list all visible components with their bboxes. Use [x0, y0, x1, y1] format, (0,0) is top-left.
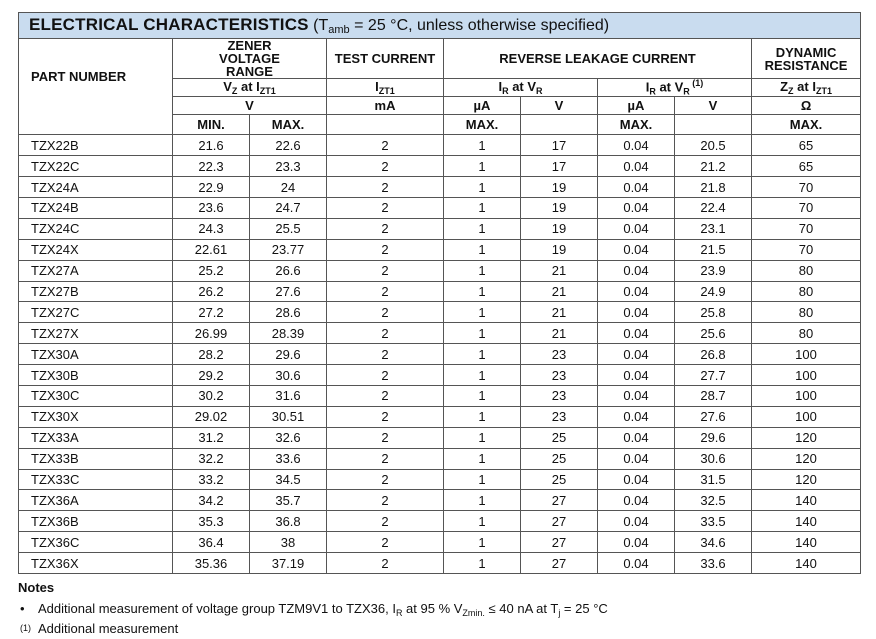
- cell-vz-max: 28.39: [250, 323, 327, 344]
- cell-ir2-max: 0.04: [598, 553, 675, 574]
- cell-ir2-max: 0.04: [598, 198, 675, 219]
- cell-vr1: 25: [521, 427, 598, 448]
- cell-ir2-max: 0.04: [598, 469, 675, 490]
- cell-ir2-max: 0.04: [598, 532, 675, 553]
- cell-izt1: 2: [327, 260, 444, 281]
- cell-zz-max: 80: [752, 260, 861, 281]
- cell-part-number: TZX24B: [19, 198, 173, 219]
- table-row: [19, 490, 861, 511]
- limit-zz-max: MAX.: [752, 115, 861, 135]
- footnote-item: [20, 621, 860, 636]
- unit-izt1: mA: [327, 97, 444, 115]
- cell-vr1: 21: [521, 260, 598, 281]
- cell-zz-max: 100: [752, 386, 861, 407]
- cell-ir2-max: 0.04: [598, 490, 675, 511]
- cell-vz-max: 31.6: [250, 386, 327, 407]
- table-row: [19, 135, 861, 156]
- unit-zz: Ω: [752, 97, 861, 115]
- cell-vz-min: 33.2: [173, 469, 250, 490]
- cell-part-number: TZX30B: [19, 365, 173, 386]
- header-vz-at-izt1: $V_Z$ at $I_{ZT1}$: [173, 79, 327, 97]
- cell-ir1-max: 1: [444, 281, 521, 302]
- cell-part-number: TZX24X: [19, 239, 173, 260]
- cell-vz-min: 23.6: [173, 198, 250, 219]
- cell-ir2-max: 0.04: [598, 239, 675, 260]
- cell-izt1: 2: [327, 532, 444, 553]
- cell-vr1: 19: [521, 239, 598, 260]
- cell-vz-min: 26.99: [173, 323, 250, 344]
- cell-ir1-max: 1: [444, 323, 521, 344]
- cell-vr1: 27: [521, 532, 598, 553]
- cell-ir1-max: 1: [444, 156, 521, 177]
- cell-vz-max: 28.6: [250, 302, 327, 323]
- cell-part-number: TZX22C: [19, 156, 173, 177]
- cell-ir2-max: 0.04: [598, 511, 675, 532]
- cell-vr1: 17: [521, 135, 598, 156]
- cell-vz-min: 32.2: [173, 448, 250, 469]
- cell-vz-min: 34.2: [173, 490, 250, 511]
- cell-vz-min: 26.2: [173, 281, 250, 302]
- cell-vz-min: 31.2: [173, 427, 250, 448]
- cell-vz-max: 30.51: [250, 406, 327, 427]
- table-row: [19, 553, 861, 574]
- cell-izt1: 2: [327, 218, 444, 239]
- footnote-text: Additional measurement: [38, 621, 179, 637]
- cell-ir1-max: 1: [444, 135, 521, 156]
- cell-vz-min: 36.4: [173, 532, 250, 553]
- table-row: [19, 323, 861, 344]
- table-row: [19, 406, 861, 427]
- cell-vr2: 27.7: [675, 365, 752, 386]
- cell-vz-max: 29.6: [250, 344, 327, 365]
- cell-ir1-max: 1: [444, 198, 521, 219]
- cell-ir2-max: 0.04: [598, 177, 675, 198]
- cell-vr1: 27: [521, 511, 598, 532]
- cell-vz-max: 26.6: [250, 260, 327, 281]
- cell-ir2-max: 0.04: [598, 427, 675, 448]
- footnote-mark: (1): [20, 623, 31, 634]
- cell-vz-max: 38: [250, 532, 327, 553]
- unit-ir2: µA: [598, 97, 675, 115]
- cell-vr1: 27: [521, 553, 598, 574]
- cell-part-number: TZX33C: [19, 469, 173, 490]
- cell-vz-max: 24: [250, 177, 327, 198]
- limit-part-blank: [19, 115, 173, 135]
- cell-ir1-max: 1: [444, 260, 521, 281]
- cell-ir2-max: 0.04: [598, 344, 675, 365]
- table-body: [19, 135, 861, 574]
- cell-zz-max: 100: [752, 344, 861, 365]
- header-reverse-leakage-current: REVERSE LEAKAGE CURRENT: [444, 39, 752, 79]
- cell-part-number: TZX30A: [19, 344, 173, 365]
- table-row: [19, 156, 861, 177]
- cell-izt1: 2: [327, 386, 444, 407]
- limit-izt1-blank: [327, 115, 444, 135]
- cell-part-number: TZX33A: [19, 427, 173, 448]
- cell-vr2: 25.6: [675, 323, 752, 344]
- unit-vz: V: [173, 97, 327, 115]
- cell-ir1-max: 1: [444, 218, 521, 239]
- cell-part-number: TZX27C: [19, 302, 173, 323]
- cell-ir1-max: 1: [444, 302, 521, 323]
- cell-vz-max: 36.8: [250, 511, 327, 532]
- cell-ir1-max: 1: [444, 427, 521, 448]
- cell-zz-max: 80: [752, 302, 861, 323]
- cell-ir1-max: 1: [444, 344, 521, 365]
- cell-ir1-max: 1: [444, 553, 521, 574]
- cell-izt1: 2: [327, 239, 444, 260]
- cell-vr1: 21: [521, 302, 598, 323]
- notes-section: [18, 580, 860, 636]
- cell-vz-min: 30.2: [173, 386, 250, 407]
- cell-vr2: 23.1: [675, 218, 752, 239]
- cell-vr2: 33.6: [675, 553, 752, 574]
- cell-vr2: 20.5: [675, 135, 752, 156]
- cell-ir2-max: 0.04: [598, 135, 675, 156]
- bullet-icon: •: [20, 601, 25, 617]
- cell-part-number: TZX33B: [19, 448, 173, 469]
- note-text: Additional measurement of voltage group TZM9V1 to TZX36, $I_R$ at 95 % $V_{Zmin.} \le 40$ nA at $T_j = 25$ °C: [38, 601, 608, 619]
- cell-vr2: 28.7: [675, 386, 752, 407]
- cell-part-number: TZX27X: [19, 323, 173, 344]
- table-row: [19, 469, 861, 490]
- cell-ir2-max: 0.04: [598, 386, 675, 407]
- unit-vr2: V: [675, 97, 752, 115]
- cell-ir2-max: 0.04: [598, 302, 675, 323]
- cell-zz-max: 80: [752, 281, 861, 302]
- cell-vr2: 27.6: [675, 406, 752, 427]
- cell-ir1-max: 1: [444, 365, 521, 386]
- cell-vr1: 23: [521, 386, 598, 407]
- cell-ir2-max: 0.04: [598, 323, 675, 344]
- cell-vz-max: 27.6: [250, 281, 327, 302]
- cell-vz-min: 22.9: [173, 177, 250, 198]
- cell-vz-min: 28.2: [173, 344, 250, 365]
- cell-zz-max: 100: [752, 365, 861, 386]
- cell-ir2-max: 0.04: [598, 448, 675, 469]
- cell-zz-max: 70: [752, 218, 861, 239]
- electrical-characteristics-sheet: [18, 12, 860, 639]
- cell-ir2-max: 0.04: [598, 281, 675, 302]
- cell-part-number: TZX22B: [19, 135, 173, 156]
- cell-ir1-max: 1: [444, 239, 521, 260]
- cell-vz-min: 24.3: [173, 218, 250, 239]
- limit-ir1-max: MAX.: [444, 115, 521, 135]
- cell-izt1: 2: [327, 198, 444, 219]
- cell-vz-max: 23.3: [250, 156, 327, 177]
- table-row: [19, 218, 861, 239]
- cell-izt1: 2: [327, 469, 444, 490]
- cell-zz-max: 65: [752, 135, 861, 156]
- cell-vz-min: 29.02: [173, 406, 250, 427]
- cell-vz-min: 22.61: [173, 239, 250, 260]
- cell-zz-max: 140: [752, 532, 861, 553]
- cell-zz-max: 120: [752, 427, 861, 448]
- cell-zz-max: 120: [752, 448, 861, 469]
- limit-vr2-blank: [675, 115, 752, 135]
- unit-ir1: µA: [444, 97, 521, 115]
- cell-vz-max: 37.19: [250, 553, 327, 574]
- header-izt1: $I_{ZT1}$: [327, 79, 444, 97]
- header-part-number: PART NUMBER: [19, 39, 173, 115]
- cell-izt1: 2: [327, 177, 444, 198]
- cell-vz-max: 32.6: [250, 427, 327, 448]
- cell-vz-min: 25.2: [173, 260, 250, 281]
- limit-vz-min: MIN.: [173, 115, 250, 135]
- cell-izt1: 2: [327, 553, 444, 574]
- header-zener-voltage-range: ZENER VOLTAGE RANGE: [173, 39, 327, 79]
- cell-izt1: 2: [327, 302, 444, 323]
- header-test-current: TEST CURRENT: [327, 39, 444, 79]
- cell-ir2-max: 0.04: [598, 406, 675, 427]
- cell-zz-max: 80: [752, 323, 861, 344]
- cell-vz-max: 22.6: [250, 135, 327, 156]
- cell-vr1: 27: [521, 490, 598, 511]
- table-row: [19, 427, 861, 448]
- cell-ir1-max: 1: [444, 386, 521, 407]
- cell-ir2-max: 0.04: [598, 260, 675, 281]
- cell-zz-max: 70: [752, 177, 861, 198]
- cell-part-number: TZX24C: [19, 218, 173, 239]
- cell-zz-max: 70: [752, 198, 861, 219]
- cell-izt1: 2: [327, 281, 444, 302]
- cell-vr1: 23: [521, 365, 598, 386]
- table-row: [19, 302, 861, 323]
- cell-ir2-max: 0.04: [598, 365, 675, 386]
- header-ir-at-vr: $I_R$ at $V_R$: [444, 79, 598, 97]
- cell-ir1-max: 1: [444, 177, 521, 198]
- cell-part-number: TZX24A: [19, 177, 173, 198]
- cell-ir1-max: 1: [444, 448, 521, 469]
- cell-vz-max: 23.77: [250, 239, 327, 260]
- cell-vr1: 19: [521, 177, 598, 198]
- table-row: [19, 198, 861, 219]
- cell-izt1: 2: [327, 156, 444, 177]
- cell-ir1-max: 1: [444, 511, 521, 532]
- cell-izt1: 2: [327, 323, 444, 344]
- note-item: [20, 601, 860, 618]
- cell-izt1: 2: [327, 135, 444, 156]
- unit-vr1: V: [521, 97, 598, 115]
- cell-ir1-max: 1: [444, 490, 521, 511]
- cell-vr2: 30.6: [675, 448, 752, 469]
- header-dynamic-resistance: DYNAMIC RESISTANCE: [752, 39, 861, 79]
- cell-vz-max: 30.6: [250, 365, 327, 386]
- cell-vr1: 19: [521, 218, 598, 239]
- cell-vr2: 34.6: [675, 532, 752, 553]
- cell-vz-min: 35.3: [173, 511, 250, 532]
- table-row: [19, 281, 861, 302]
- cell-vr2: 33.5: [675, 511, 752, 532]
- cell-vz-max: 34.5: [250, 469, 327, 490]
- cell-ir1-max: 1: [444, 469, 521, 490]
- cell-vr1: 23: [521, 406, 598, 427]
- cell-vr1: 19: [521, 198, 598, 219]
- cell-vr2: 21.2: [675, 156, 752, 177]
- limit-ir2-max: MAX.: [598, 115, 675, 135]
- cell-part-number: TZX27A: [19, 260, 173, 281]
- notes-title: Notes: [18, 580, 55, 596]
- cell-vr2: 32.5: [675, 490, 752, 511]
- cell-izt1: 2: [327, 344, 444, 365]
- table-title: ELECTRICAL CHARACTERISTICS ($T_{amb} = 25$ °C, unless otherwise specified): [19, 13, 861, 39]
- table-row: [19, 386, 861, 407]
- cell-vz-max: 24.7: [250, 198, 327, 219]
- cell-vr2: 31.5: [675, 469, 752, 490]
- cell-vz-max: 25.5: [250, 218, 327, 239]
- cell-zz-max: 140: [752, 511, 861, 532]
- table-row: [19, 511, 861, 532]
- cell-zz-max: 140: [752, 553, 861, 574]
- cell-vr2: 24.9: [675, 281, 752, 302]
- cell-vz-min: 21.6: [173, 135, 250, 156]
- cell-vr2: 26.8: [675, 344, 752, 365]
- cell-part-number: TZX36X: [19, 553, 173, 574]
- cell-vr1: 21: [521, 281, 598, 302]
- table-row: [19, 448, 861, 469]
- cell-vr1: 25: [521, 448, 598, 469]
- limit-vr1-blank: [521, 115, 598, 135]
- cell-part-number: TZX36B: [19, 511, 173, 532]
- limit-vz-max: MAX.: [250, 115, 327, 135]
- cell-ir1-max: 1: [444, 532, 521, 553]
- cell-vr2: 25.8: [675, 302, 752, 323]
- cell-izt1: 2: [327, 427, 444, 448]
- electrical-characteristics-table: [18, 12, 861, 574]
- table-row: [19, 177, 861, 198]
- cell-ir2-max: 0.04: [598, 156, 675, 177]
- cell-ir2-max: 0.04: [598, 218, 675, 239]
- cell-part-number: TZX30X: [19, 406, 173, 427]
- cell-izt1: 2: [327, 406, 444, 427]
- cell-part-number: TZX30C: [19, 386, 173, 407]
- cell-vr2: 21.5: [675, 239, 752, 260]
- cell-vr1: 17: [521, 156, 598, 177]
- cell-vr1: 25: [521, 469, 598, 490]
- cell-zz-max: 70: [752, 239, 861, 260]
- table-row: [19, 532, 861, 553]
- cell-vr2: 22.4: [675, 198, 752, 219]
- cell-part-number: TZX27B: [19, 281, 173, 302]
- cell-vz-max: 35.7: [250, 490, 327, 511]
- cell-zz-max: 100: [752, 406, 861, 427]
- cell-vr2: 29.6: [675, 427, 752, 448]
- cell-vz-min: 35.36: [173, 553, 250, 574]
- cell-vz-min: 22.3: [173, 156, 250, 177]
- cell-zz-max: 140: [752, 490, 861, 511]
- cell-part-number: TZX36A: [19, 490, 173, 511]
- header-zz-at-izt1: $Z_Z$ at $I_{ZT1}$: [752, 79, 861, 97]
- cell-vr2: 23.9: [675, 260, 752, 281]
- cell-izt1: 2: [327, 490, 444, 511]
- table-row: [19, 260, 861, 281]
- cell-vz-min: 29.2: [173, 365, 250, 386]
- table-row: [19, 239, 861, 260]
- cell-zz-max: 120: [752, 469, 861, 490]
- cell-izt1: 2: [327, 448, 444, 469]
- cell-vr2: 21.8: [675, 177, 752, 198]
- table-row: [19, 365, 861, 386]
- cell-zz-max: 65: [752, 156, 861, 177]
- cell-part-number: TZX36C: [19, 532, 173, 553]
- table-row: [19, 344, 861, 365]
- cell-izt1: 2: [327, 511, 444, 532]
- cell-izt1: 2: [327, 365, 444, 386]
- header-ir-at-vr-additional: $I_R$ at $V_R$ $^{(1)}$: [598, 79, 752, 97]
- cell-vz-max: 33.6: [250, 448, 327, 469]
- cell-ir1-max: 1: [444, 406, 521, 427]
- cell-vz-min: 27.2: [173, 302, 250, 323]
- cell-vr1: 21: [521, 323, 598, 344]
- cell-vr1: 23: [521, 344, 598, 365]
